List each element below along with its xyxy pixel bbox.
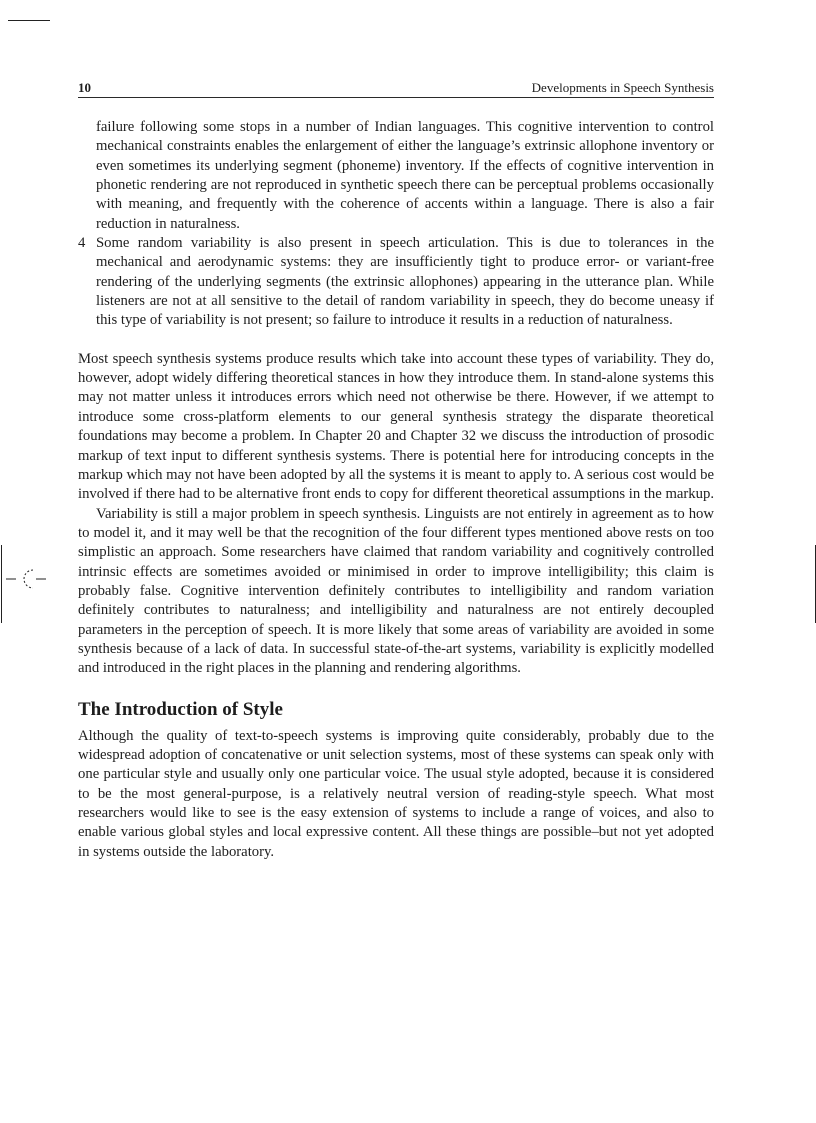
section-heading: The Introduction of Style <box>78 698 283 720</box>
crop-mark-top <box>8 20 50 21</box>
section-paragraph: Although the quality of text-to-speech systems is improving quite considerably, probably due to the widespread adoption of concatenative or unit selection systems, most of these systems can speak only with one particular style and usually only one particular voice. The usual style adopted, because it is considered to be the most general-purpose, is a relatively neutral version of reading-style speech. What most researchers would like to see is the easy extension of systems to include a range of voices, and also to enable various global styles and local expressive content. All these things are possible–but not yet adopted in systems outside the laboratory. <box>78 727 714 860</box>
body-paragraph: Most speech synthesis systems produce results which take into account these types of variability. They do, however, adopt widely differing theoretical stances in how they introduce them. In stand-alone systems this may not matter unless it introduces errors which need not otherwise be there. However, if we attempt to introduce some cross-platform elements to our general synthesis strategy the disparate theoretical foundations may become a problem. In Chapter 20 and Chapter 32 we discuss the introduction of prosodic markup of text input to different synthesis systems. There is potential here for introducing concepts in the markup which may not have been adopted by all the systems it is meant to apply to. A serious cost would be involved if there had to be alternative front ends to copy for different theoretical assumptions in the markup. <box>78 350 714 503</box>
body-paragraph: Variability is still a major problem in speech synthesis. Linguists are not entirely in agreement as to how to model it, and it may well be that the recognition of the four different types mentioned above rests on too simplistic an approach. Some researchers have claimed that random variability and cognitively controlled intrinsic effects are sometimes avoided or minimised in order to improve intelligibility; this claim is probably false. Cognitive intervention definitely contributes to intelligibility and random variation definitely contributes to naturalness; and intelligibility and naturalness are not entirely decoupled parameters in the perception of speech. It is more likely that some areas of variability are avoided in some synthesis because of a lack of data. In successful state-of-the-art systems, variability is explicitly modelled and introduced in the right places in the planning and rendering algorithms. <box>78 505 714 677</box>
registration-mark-icon <box>6 566 46 592</box>
list-item-number: 4 <box>78 235 86 252</box>
crop-mark-left <box>1 545 2 623</box>
list-item-continued <box>78 118 714 234</box>
page-number: 10 <box>78 80 91 95</box>
list-item-text: failure following some stops in a number of Indian languages. This cognitive intervention to control mechanical constraints enables the enlargement of either the language’s extrinsic allophone inventory or even sometimes its underlying segment (phoneme) inventory. If the effects of cognitive intervention in phonetic rendering are not reproduced in synthetic speech there can be perceptual problems occasionally with meaning, and frequently with the coherence of accents within a language. There is also a fair reduction in naturalness. <box>96 119 714 232</box>
running-header <box>78 79 714 98</box>
list-item-text: Some random variability is also present in speech articulation. This is due to tolerances in the mechanical and aerodynamic systems: they are insufficiently tight to produce error- or variant-free rendering of the underlying segments (the extrinsic allophones) appearing in the utterance plan. While listeners are not at all sensitive to the detail of random variability in speech, they do become uneasy if this type of variability is not present; so failure to introduce it results in a reduction of naturalness. <box>96 235 714 329</box>
list-item-4 <box>78 234 714 331</box>
page-body <box>78 118 714 862</box>
paragraph-spacer <box>78 331 714 350</box>
running-title: Developments in Speech Synthesis <box>531 80 714 95</box>
